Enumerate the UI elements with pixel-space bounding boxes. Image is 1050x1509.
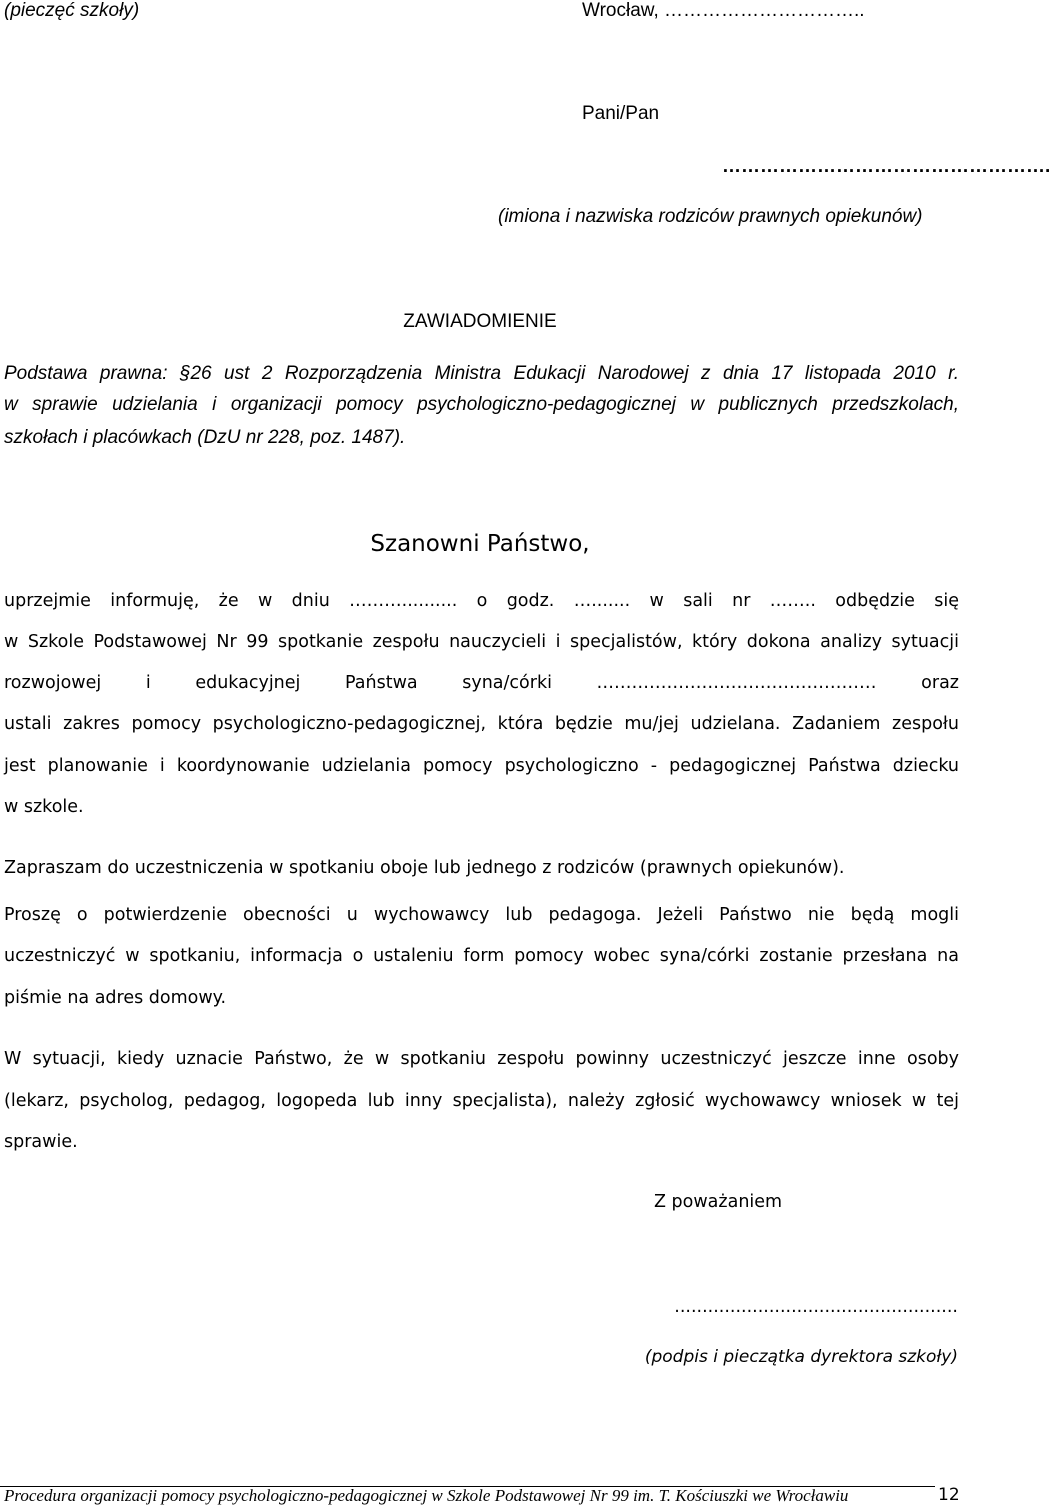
page-number: 12 <box>938 1485 960 1505</box>
footer-text: Procedura organizacji pomocy psychologiczno-pedagogicznej w Szkole Podstawowej Nr 99 im. T. Kościuszki we Wrocławiu <box>4 1486 849 1505</box>
body-line: (lekarz, psycholog, pedagog, logopeda lub inny specjalista), należy zgłosić wychowawcy wniosek w tej <box>4 1091 959 1111</box>
closing-regards: Z poważaniem <box>654 1192 783 1212</box>
body-line: W sytuacji, kiedy uznacie Państwo, że w spotkaniu zespołu powinny uczestniczyć jeszcze inne osoby <box>4 1049 959 1069</box>
legal-basis-line-2: w sprawie udzielania i organizacji pomocy psychologiczno-pedagogicznej w publicznych przedszkolach, <box>4 394 959 415</box>
recipient-name-blank: ……………………………………………. <box>722 156 1050 177</box>
recipient-name-caption: (imiona i nazwiska rodziców prawnych opiekunów) <box>498 206 923 227</box>
legal-basis-line-1: Podstawa prawna: §26 ust 2 Rozporządzenia Ministra Edukacji Narodowej z dnia 17 listopada 2010 r. <box>4 363 959 384</box>
place-date: Wrocław, ………………………….. <box>582 0 865 21</box>
body-line: uczestniczyć w spotkaniu, informacja o ustaleniu form pomocy wobec syna/córki zostanie przesłana na <box>4 946 959 966</box>
body-line: w szkole. <box>4 797 84 817</box>
signature-blank: ................................................... <box>674 1297 958 1317</box>
legal-basis-line-3: szkołach i placówkach (DzU nr 228, poz. 1487). <box>4 427 406 448</box>
body-line: uprzejmie informuję, że w dniu ……….......... o godz. …....... w sali nr …….. odbędzie się <box>4 591 959 611</box>
body-line: w Szkole Podstawowej Nr 99 spotkanie zespołu nauczycieli i specjalistów, który dokona analizy sytuacji <box>4 632 959 652</box>
stamp-label: (pieczęć szkoły) <box>4 0 140 21</box>
signature-caption: (podpis i pieczątka dyrektora szkoły) <box>644 1347 958 1367</box>
body-line: ustali zakres pomocy psychologiczno-pedagogicznej, która będzie mu/jej udzielana. Zadaniem zespołu <box>4 714 959 734</box>
salutation: Pani/Pan <box>582 103 660 124</box>
body-line: jest planowanie i koordynowanie udzielania pomocy psychologiczno - pedagogicznej Państwa dziecku <box>4 756 959 776</box>
document-title: ZAWIADOMIENIE <box>403 311 557 332</box>
greeting: Szanowni Państwo, <box>370 531 590 557</box>
body-line: rozwojowej i edukacyjnej Państwa syna/córki ………………………………………… oraz <box>4 673 959 693</box>
body-line: piśmie na adres domowy. <box>4 988 227 1008</box>
body-line: sprawie. <box>4 1132 78 1152</box>
body-line: Proszę o potwierdzenie obecności u wychowawcy lub pedagoga. Jeżeli Państwo nie będą mogli <box>4 905 959 925</box>
body-line: Zapraszam do uczestniczenia w spotkaniu oboje lub jednego z rodziców (prawnych opiekunów). <box>4 858 845 878</box>
